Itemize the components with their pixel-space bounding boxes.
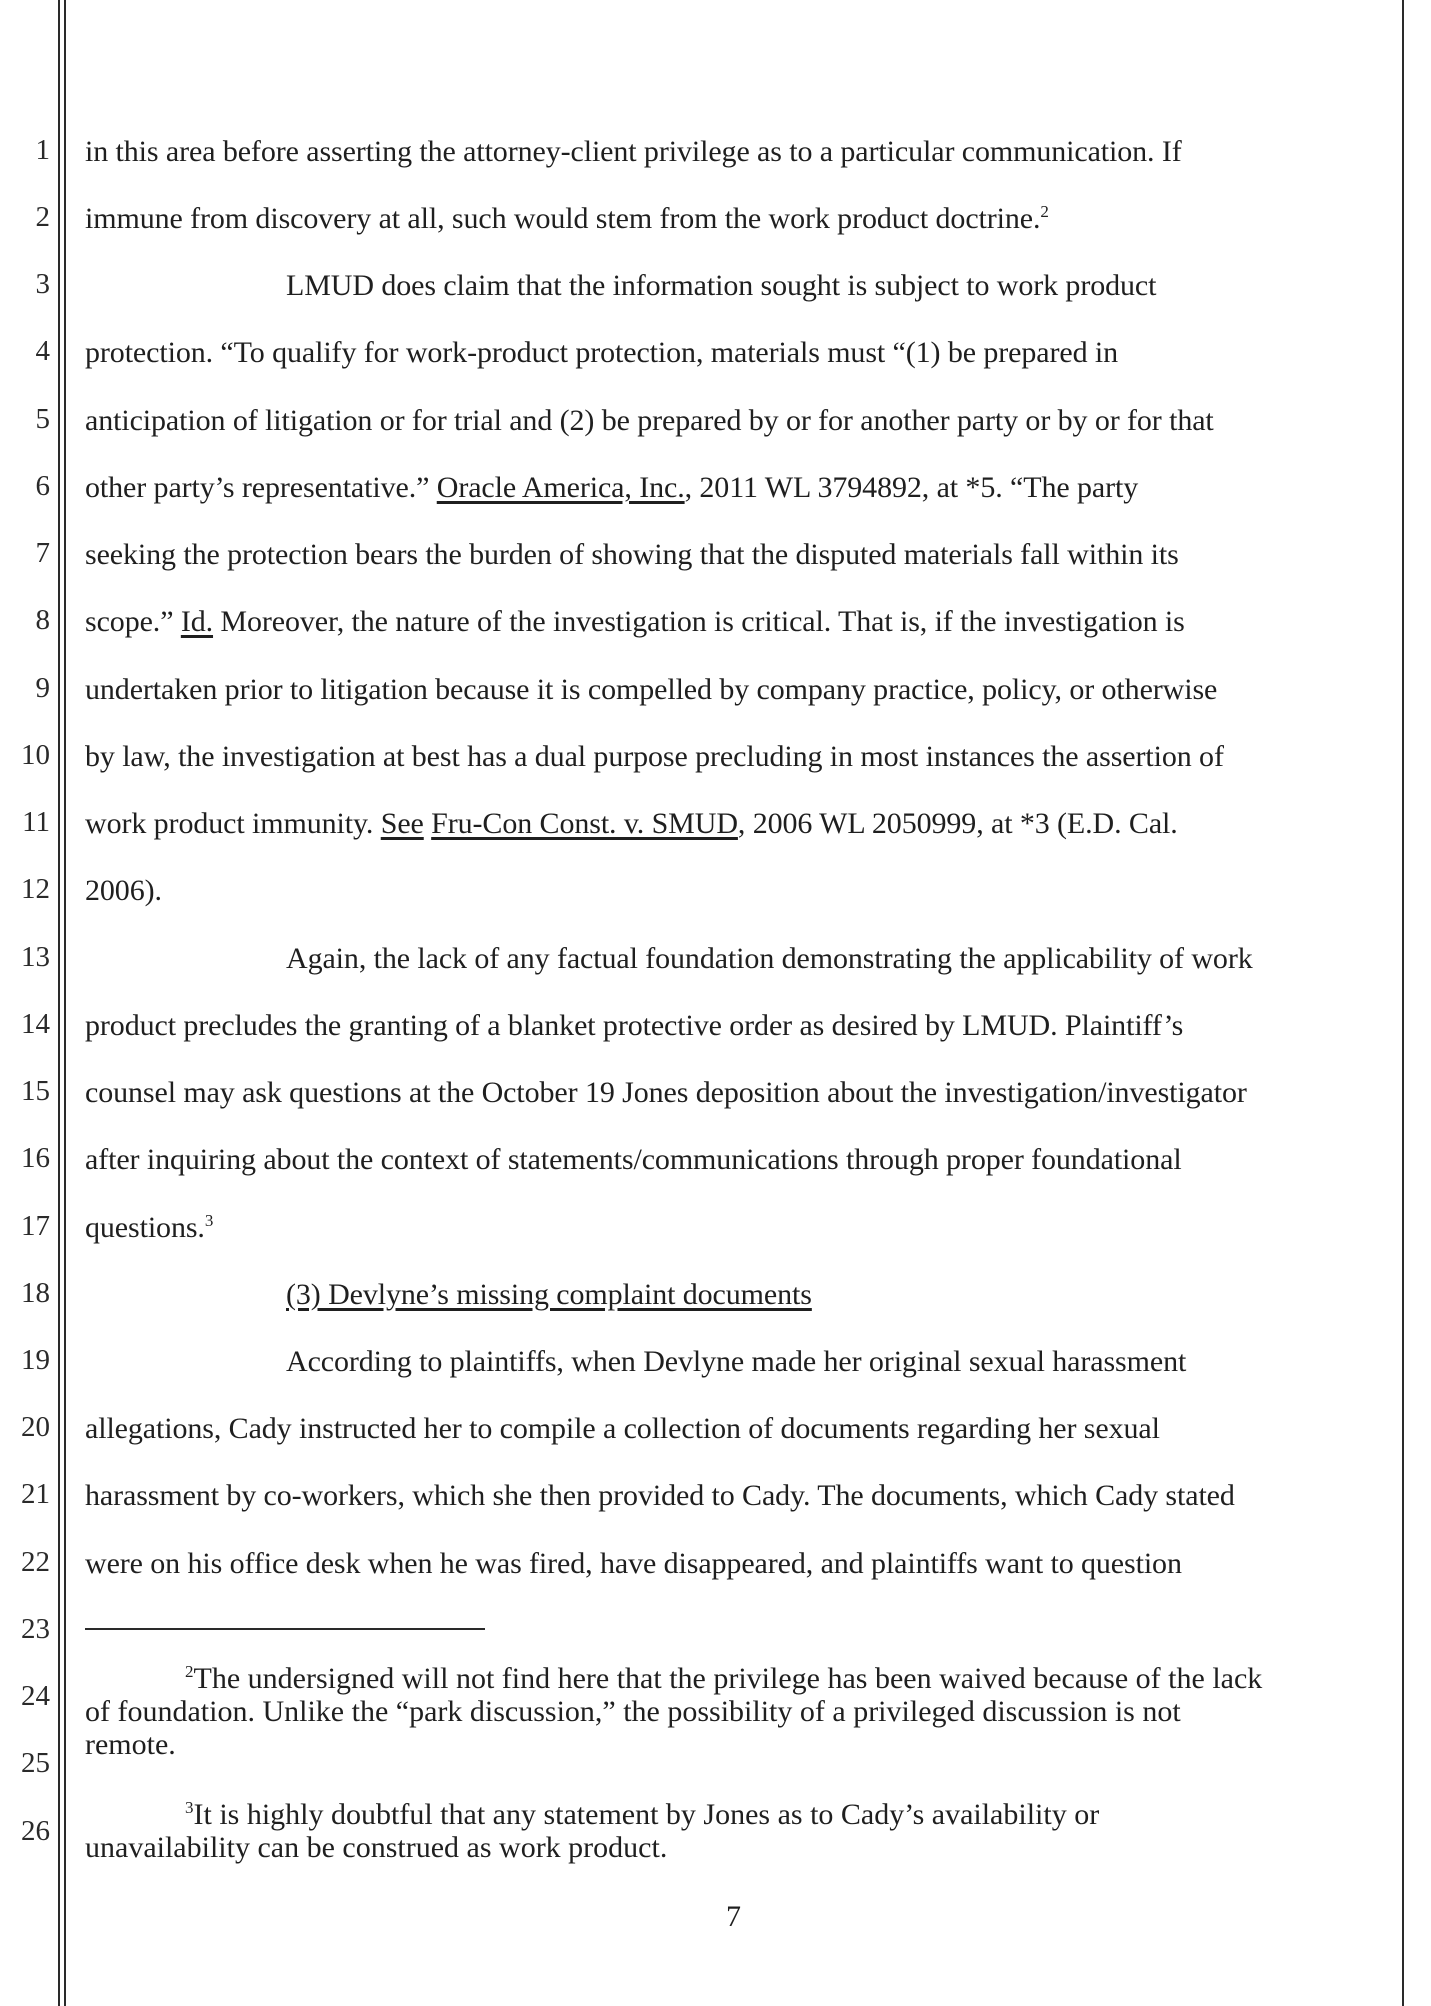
line-number: 2 bbox=[35, 201, 50, 233]
body-line: work product immunity. See Fru-Con Const. v. SMUD, 2006 WL 2050999, at *3 (E.D. Cal. bbox=[85, 807, 1178, 840]
line-number: 25 bbox=[21, 1747, 50, 1779]
left-margin-rule-inner bbox=[64, 0, 66, 2006]
body-line: product precludes the granting of a blanket protective order as desired by LMUD. Plaintiff’s bbox=[85, 1009, 1184, 1042]
footnote-separator bbox=[85, 1628, 485, 1630]
body-line: scope.” Id. Moreover, the nature of the investigation is critical. That is, if the investigation is bbox=[85, 605, 1185, 638]
line-number: 18 bbox=[21, 1277, 50, 1309]
line-number: 26 bbox=[21, 1815, 50, 1847]
left-margin-rule-outer bbox=[58, 0, 60, 2006]
body-line: other party’s representative.” Oracle America, Inc., 2011 WL 3794892, at *5. “The party bbox=[85, 471, 1139, 504]
line-number: 6 bbox=[35, 470, 50, 502]
page-number: 7 bbox=[726, 1900, 741, 1933]
footnote-2: $^2$The undersigned will not find here that the privilege has been waived because of the lack of foundation. Unlike the “park discussion,” the possibility of a privileged discussion is not remote. bbox=[85, 1662, 1263, 1761]
citation-signal: See bbox=[380, 807, 424, 840]
section-heading: (3) Devlyne’s missing complaint documents bbox=[286, 1278, 812, 1311]
body-line: undertaken prior to litigation because it is compelled by company practice, policy, or otherwise bbox=[85, 673, 1218, 706]
body-line: 2006). bbox=[85, 874, 162, 907]
body-line: protection. “To qualify for work-product protection, materials must “(1) be prepared in bbox=[85, 336, 1119, 369]
body-line: counsel may ask questions at the October 19 Jones deposition about the investigation/investigator bbox=[85, 1076, 1247, 1109]
line-number: 23 bbox=[21, 1613, 50, 1645]
line-number: 8 bbox=[35, 604, 50, 636]
body-line: questions.$^3$ bbox=[85, 1211, 214, 1244]
footnote-3: $^3$It is highly doubtful that any statement by Jones as to Cady’s availability or unavailability can be construed as work product. bbox=[85, 1798, 1100, 1864]
case-citation: Fru-Con Const. v. SMUD bbox=[431, 807, 738, 840]
line-number: 17 bbox=[21, 1210, 50, 1242]
line-number: 11 bbox=[22, 806, 50, 838]
line-number: 1 bbox=[35, 134, 50, 166]
body-line: after inquiring about the context of statements/communications through proper foundational bbox=[85, 1143, 1182, 1176]
body-line: immune from discovery at all, such would stem from the work product doctrine.$^2$ bbox=[85, 202, 1049, 235]
body-line: anticipation of litigation or for trial and (2) be prepared by or for another party or by or for that bbox=[85, 404, 1214, 437]
body-line: allegations, Cady instructed her to compile a collection of documents regarding her sexual bbox=[85, 1412, 1160, 1445]
body-line: harassment by co-workers, which she then provided to Cady. The documents, which Cady stated bbox=[85, 1479, 1235, 1512]
footnote-mark: 2 bbox=[185, 1662, 194, 1681]
right-margin-rule bbox=[1402, 0, 1404, 2006]
line-number: 10 bbox=[21, 739, 50, 771]
body-line: were on his office desk when he was fired, have disappeared, and plaintiffs want to question bbox=[85, 1547, 1182, 1580]
line-number: 24 bbox=[21, 1680, 50, 1712]
body-line: seeking the protection bears the burden of showing that the disputed materials fall within its bbox=[85, 538, 1179, 571]
line-number: 21 bbox=[21, 1478, 50, 1510]
line-number: 9 bbox=[35, 672, 50, 704]
body-line: LMUD does claim that the information sought is subject to work product bbox=[286, 269, 1157, 302]
line-number: 20 bbox=[21, 1411, 50, 1443]
body-line: Again, the lack of any factual foundation demonstrating the applicability of work bbox=[286, 942, 1253, 975]
line-number: 19 bbox=[21, 1344, 50, 1376]
line-number: 12 bbox=[21, 873, 50, 905]
line-number: 22 bbox=[21, 1546, 50, 1578]
line-number: 13 bbox=[21, 941, 50, 973]
line-number: 16 bbox=[21, 1142, 50, 1174]
body-line: in this area before asserting the attorney-client privilege as to a particular communication. If bbox=[85, 135, 1182, 168]
line-number: 15 bbox=[21, 1075, 50, 1107]
line-number: 14 bbox=[21, 1008, 50, 1040]
body-line: According to plaintiffs, when Devlyne made her original sexual harassment bbox=[286, 1345, 1187, 1378]
case-citation: Oracle America, Inc. bbox=[436, 471, 685, 504]
footnote-mark: 3 bbox=[185, 1798, 194, 1817]
footnote-ref: 3 bbox=[204, 1211, 214, 1230]
line-number: 4 bbox=[35, 335, 50, 367]
footnote-ref: 2 bbox=[1040, 202, 1049, 221]
case-citation: Id. bbox=[180, 605, 214, 638]
line-number: 7 bbox=[35, 537, 50, 569]
line-number: 5 bbox=[35, 403, 50, 435]
body-line: by law, the investigation at best has a dual purpose precluding in most instances the assertion of bbox=[85, 740, 1224, 773]
line-number: 3 bbox=[35, 268, 50, 300]
